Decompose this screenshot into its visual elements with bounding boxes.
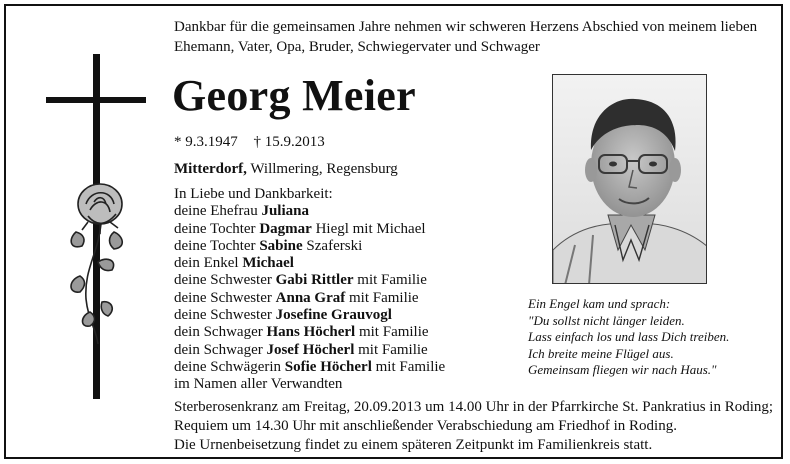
place-main: Mitterdorf, [174, 161, 247, 177]
obituary-card [4, 4, 783, 459]
life-dates [174, 132, 337, 152]
poem-line: "Du sollst nicht länger leiden. [528, 312, 685, 328]
mourner-name: Gabi Rittler [275, 272, 354, 289]
place-rest: Willmering, Regensburg [246, 161, 398, 177]
mourner-name: Sabine [259, 237, 303, 254]
service-line: Requiem um 14.30 Uhr mit anschließender Verabschiedung am Friedhof in Roding. [174, 418, 677, 434]
mourner-row [174, 324, 445, 341]
mourner-name: Josefine Grauvogl [275, 307, 392, 324]
mourner-relation: dein Schwager [174, 341, 267, 358]
mourner-row [174, 272, 445, 289]
mourner-suffix: mit Familie [354, 341, 428, 358]
mourner-suffix: mit Familie [355, 324, 429, 341]
places [174, 159, 398, 179]
mourner-row [174, 238, 445, 255]
mourner-relation: deine Schwester [174, 272, 276, 289]
mourner-relation: deine Tochter [174, 220, 260, 237]
mourner-relation: dein Schwager [174, 324, 267, 341]
mourner-relation: deine Schwester [174, 307, 276, 324]
mourner-row [174, 342, 445, 359]
poem [528, 296, 729, 379]
mourner-name: Juliana [261, 203, 309, 220]
service-line: Die Urnenbeisetzung findet zu einem späteren Zeitpunkt im Familienkreis statt. [174, 437, 653, 453]
mourner-name: Sofie Höcherl [284, 358, 372, 375]
mourner-row [174, 221, 445, 238]
mourner-suffix: mit Familie [371, 358, 446, 375]
mourner-name: Dagmar [259, 220, 312, 237]
poem-line: Lass einfach los und lass Dich treiben. [528, 329, 730, 344]
mourner-suffix: mit Familie [345, 289, 419, 306]
birth-date: * 9.3.1947 [174, 134, 238, 150]
mourner-row [174, 203, 445, 220]
cross-icon [46, 54, 156, 399]
mourners-closing: im Namen aller Verwandten [174, 376, 343, 393]
mourner-suffix: Hiegl mit Michael [311, 220, 426, 237]
intro-text [174, 17, 774, 57]
mourner-name: Anna Graf [275, 289, 346, 306]
death-date: † 15.9.2013 [253, 134, 325, 150]
mourner-name: Josef Höcherl [266, 341, 355, 358]
mourner-row [174, 255, 445, 272]
mourner-name: Hans Höcherl [266, 324, 356, 341]
portrait-image [553, 75, 707, 284]
mourner-row [174, 290, 445, 307]
poem-line: Ein Engel kam und sprach: [528, 296, 671, 311]
mourner-suffix: mit Familie [353, 272, 427, 289]
poem-line: Ich breite meine Flügel aus. [528, 345, 674, 361]
mourner-relation: deine Tochter [174, 237, 260, 254]
mourner-row [174, 359, 445, 376]
mourners-list [174, 186, 445, 394]
mourners-heading: In Liebe und Dankbarkeit: [174, 186, 333, 202]
mourner-relation: deine Ehefrau [174, 203, 262, 220]
service-line: Sterberosenkranz am Freitag, 20.09.2013 um 14.00 Uhr in der Pfarrkirche St. Pankratius in Roding; [174, 399, 774, 415]
poem-line: Gemeinsam fliegen wir nach Haus." [528, 362, 717, 377]
mourner-suffix: Szaferski [302, 237, 363, 254]
mourner-relation: dein Enkel [174, 255, 243, 272]
intro-line: Dankbar für die gemeinsamen Jahre nehmen wir schweren Herzens Abschied von meinem lieben [174, 19, 758, 35]
mourner-row [174, 307, 445, 324]
mourner-relation: deine Schwägerin [174, 358, 285, 375]
service-details [174, 398, 784, 455]
mourner-name: Michael [242, 255, 294, 272]
cross-with-rose [46, 54, 156, 399]
portrait-photo [552, 74, 707, 284]
intro-line: Ehemann, Vater, Opa, Bruder, Schwiegervater und Schwager [174, 39, 540, 55]
deceased-name: Georg Meier [172, 71, 416, 120]
mourner-relation: deine Schwester [174, 289, 276, 306]
